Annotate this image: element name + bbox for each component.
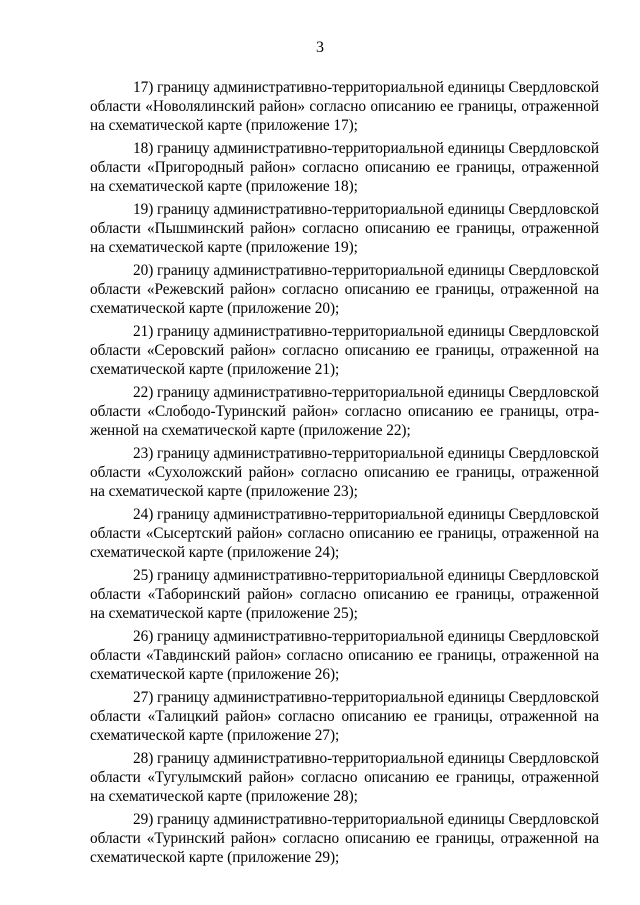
item-line: области «Тавдинский район» согласно описанию ее границы, отраженной на [90,647,599,664]
list-item [90,505,599,562]
item-line: схематической карте (приложение 27); [90,727,340,744]
item-line: области «Режевский район» согласно описанию ее границы, отраженной на [90,281,599,298]
item-line: 25) границу административно-территориальной единицы Свердловской [133,567,599,584]
list-item [90,627,599,684]
item-line: области «Тугулымский район» согласно описанию ее границы, отраженной [90,769,599,786]
list-item [90,566,599,623]
list-item [90,200,599,257]
item-line: 22) границу административно-территориальной единицы Свердловской [133,384,599,401]
item-line: 21) границу административно-территориальной единицы Свердловской [133,323,599,340]
item-line: области «Слободо-Туринский район» согласно описанию ее границы, отра- [90,403,599,420]
item-line: на схематической карте (приложение 18); [90,178,358,195]
item-line: области «Пышминский район» согласно описанию ее границы, отраженной [90,220,599,237]
item-line: схематической карте (приложение 20); [90,300,340,317]
item-line: схематической карте (приложение 21); [90,361,340,378]
item-line: области «Туринский район» согласно описанию ее границы, отраженной на [90,830,599,847]
item-line: 29) границу административно-территориальной единицы Свердловской [133,811,599,828]
item-line: на схематической карте (приложение 25); [90,605,358,622]
item-line: 18) границу административно-территориальной единицы Свердловской [133,140,599,157]
boundary-list [90,78,599,871]
item-line: 28) границу административно-территориальной единицы Свердловской [133,750,599,767]
item-line: на схематической карте (приложение 19); [90,239,358,256]
item-line: 20) границу административно-территориальной единицы Свердловской [133,262,599,279]
item-line: области «Серовский район» согласно описанию ее границы, отраженной на [90,342,599,359]
item-line: 24) границу административно-территориальной единицы Свердловской [133,506,599,523]
item-line: 19) границу административно-территориальной единицы Свердловской [133,201,599,218]
item-line: области «Пригородный район» согласно описанию ее границы, отраженной [90,159,599,176]
item-line: схематической карте (приложение 24); [90,544,340,561]
item-line: на схематической карте (приложение 17); [90,117,358,134]
list-item [90,139,599,196]
item-line: области «Талицкий район» согласно описанию ее границы, отраженной на [90,708,599,725]
item-line: схематической карте (приложение 26); [90,666,340,683]
list-item [90,688,599,745]
item-line: 26) границу административно-территориальной единицы Свердловской [133,628,599,645]
item-line: на схематической карте (приложение 23); [90,483,358,500]
item-line: схематической карте (приложение 29); [90,849,340,866]
list-item [90,810,599,867]
list-item [90,444,599,501]
page-number: 3 [316,39,324,56]
item-line: области «Таборинский район» согласно описанию ее границы, отраженной [90,586,599,603]
item-line: 27) границу административно-территориальной единицы Свердловской [133,689,599,706]
item-line: 17) границу административно-территориальной единицы Свердловской [133,79,599,96]
list-item [90,749,599,806]
list-item [90,78,599,135]
list-item [90,261,599,318]
list-item [90,322,599,379]
item-line: на схематической карте (приложение 28); [90,788,358,805]
item-line: области «Сысертский район» согласно описанию ее границы, отраженной на [90,525,599,542]
item-line: 23) границу административно-территориальной единицы Свердловской [133,445,599,462]
list-item [90,383,599,440]
item-line: женной на схематической карте (приложение 22); [90,422,411,439]
item-line: области «Новолялинский район» согласно описанию ее границы, отраженной [90,98,599,115]
item-line: области «Сухоложский район» согласно описанию ее границы, отраженной [90,464,599,481]
